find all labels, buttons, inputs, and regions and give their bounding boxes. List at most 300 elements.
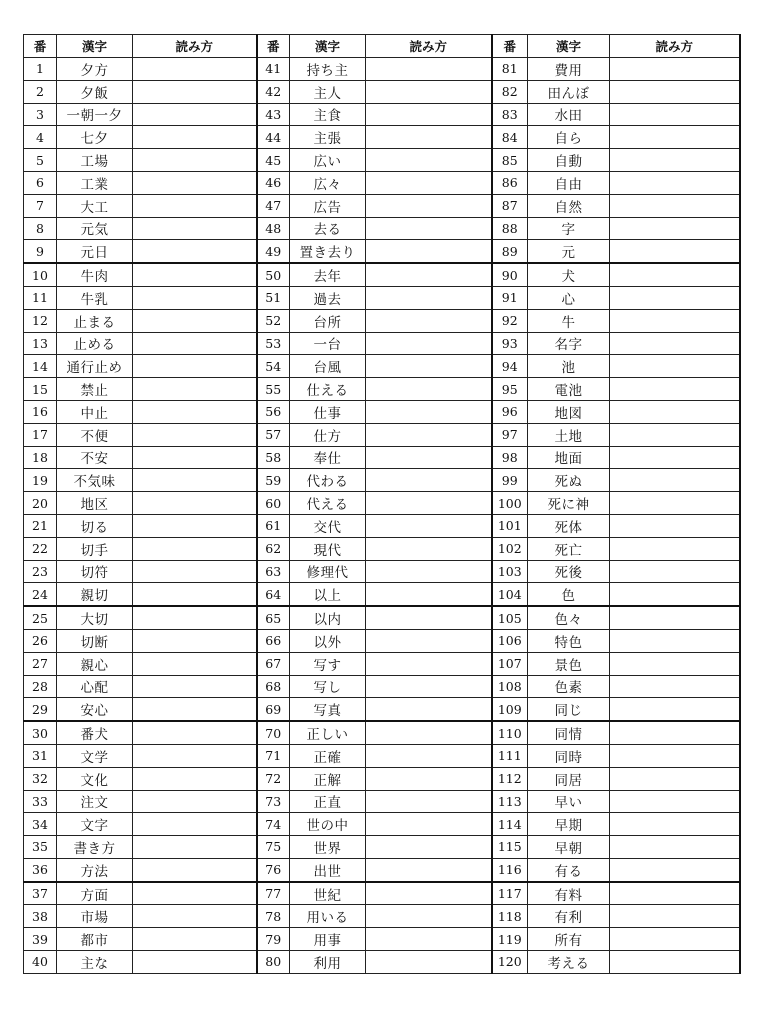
- item-kanji: 地面: [528, 446, 610, 469]
- reading-answer-cell[interactable]: [133, 882, 257, 905]
- item-number: 107: [492, 652, 528, 675]
- reading-answer-cell[interactable]: [610, 194, 740, 217]
- item-kanji: 色素: [528, 675, 610, 698]
- reading-answer-cell[interactable]: [133, 790, 257, 813]
- reading-answer-cell[interactable]: [133, 560, 257, 583]
- item-number: 72: [257, 767, 290, 790]
- reading-answer-cell[interactable]: [366, 836, 492, 859]
- item-number: 70: [257, 721, 290, 744]
- item-kanji: 以内: [290, 606, 366, 629]
- item-number: 100: [492, 492, 528, 515]
- item-kanji: 文化: [57, 767, 133, 790]
- item-kanji: 代わる: [290, 469, 366, 492]
- reading-answer-cell[interactable]: [610, 263, 740, 286]
- item-kanji: 名字: [528, 332, 610, 355]
- reading-answer-cell[interactable]: [133, 606, 257, 629]
- reading-answer-cell[interactable]: [610, 790, 740, 813]
- item-kanji: 持ち主: [290, 58, 366, 81]
- item-kanji: 元日: [57, 240, 133, 263]
- reading-answer-cell[interactable]: [366, 149, 492, 172]
- item-number: 27: [24, 652, 57, 675]
- item-kanji: 利用: [290, 951, 366, 974]
- reading-answer-cell[interactable]: [366, 882, 492, 905]
- reading-answer-cell[interactable]: [610, 698, 740, 721]
- item-number: 93: [492, 332, 528, 355]
- reading-answer-cell[interactable]: [610, 171, 740, 194]
- item-kanji: 一台: [290, 332, 366, 355]
- reading-answer-cell[interactable]: [366, 790, 492, 813]
- kanji-reading-table: [23, 34, 741, 974]
- item-kanji: 同情: [528, 721, 610, 744]
- reading-answer-cell[interactable]: [366, 629, 492, 652]
- item-kanji: 仕方: [290, 423, 366, 446]
- item-kanji: 広告: [290, 194, 366, 217]
- header-reading: 読み方: [366, 35, 492, 58]
- reading-answer-cell[interactable]: [610, 675, 740, 698]
- table-row: [24, 103, 740, 126]
- reading-answer-cell[interactable]: [133, 80, 257, 103]
- item-kanji: 犬: [528, 263, 610, 286]
- table-row: [24, 767, 740, 790]
- reading-answer-cell[interactable]: [133, 905, 257, 928]
- item-kanji: 牛肉: [57, 263, 133, 286]
- item-number: 102: [492, 537, 528, 560]
- table-row: [24, 149, 740, 172]
- item-kanji: 土地: [528, 423, 610, 446]
- reading-answer-cell[interactable]: [610, 400, 740, 423]
- reading-answer-cell[interactable]: [610, 629, 740, 652]
- item-number: 30: [24, 721, 57, 744]
- reading-answer-cell[interactable]: [133, 721, 257, 744]
- reading-answer-cell[interactable]: [610, 537, 740, 560]
- reading-answer-cell[interactable]: [366, 217, 492, 240]
- reading-answer-cell[interactable]: [366, 928, 492, 951]
- item-kanji: 自然: [528, 194, 610, 217]
- reading-answer-cell[interactable]: [610, 583, 740, 606]
- header-number: 番: [492, 35, 528, 58]
- reading-answer-cell[interactable]: [366, 537, 492, 560]
- item-number: 80: [257, 951, 290, 974]
- item-kanji: 大工: [57, 194, 133, 217]
- item-number: 51: [257, 286, 290, 309]
- item-number: 73: [257, 790, 290, 813]
- item-number: 37: [24, 882, 57, 905]
- item-kanji: 有料: [528, 882, 610, 905]
- item-number: 12: [24, 309, 57, 332]
- reading-answer-cell[interactable]: [610, 378, 740, 401]
- item-kanji: 禁止: [57, 378, 133, 401]
- item-kanji: 一朝一夕: [57, 103, 133, 126]
- reading-answer-cell[interactable]: [133, 194, 257, 217]
- item-kanji: 考える: [528, 951, 610, 974]
- reading-answer-cell[interactable]: [610, 103, 740, 126]
- reading-answer-cell[interactable]: [133, 286, 257, 309]
- reading-answer-cell[interactable]: [610, 469, 740, 492]
- reading-answer-cell[interactable]: [610, 423, 740, 446]
- reading-answer-cell[interactable]: [366, 652, 492, 675]
- reading-answer-cell[interactable]: [133, 583, 257, 606]
- reading-answer-cell[interactable]: [366, 675, 492, 698]
- reading-answer-cell[interactable]: [133, 171, 257, 194]
- item-number: 47: [257, 194, 290, 217]
- header-number: 番: [257, 35, 290, 58]
- table-row: [24, 217, 740, 240]
- reading-answer-cell[interactable]: [610, 286, 740, 309]
- reading-answer-cell[interactable]: [133, 240, 257, 263]
- item-kanji: 特色: [528, 629, 610, 652]
- item-number: 53: [257, 332, 290, 355]
- item-kanji: 文字: [57, 813, 133, 836]
- table-row: [24, 263, 740, 286]
- item-kanji: 去年: [290, 263, 366, 286]
- item-kanji: 写す: [290, 652, 366, 675]
- item-kanji: 代える: [290, 492, 366, 515]
- reading-answer-cell[interactable]: [366, 744, 492, 767]
- item-number: 117: [492, 882, 528, 905]
- item-number: 26: [24, 629, 57, 652]
- item-kanji: 正しい: [290, 721, 366, 744]
- table-row: [24, 928, 740, 951]
- reading-answer-cell[interactable]: [610, 951, 740, 974]
- item-number: 69: [257, 698, 290, 721]
- reading-answer-cell[interactable]: [610, 721, 740, 744]
- reading-answer-cell[interactable]: [610, 606, 740, 629]
- reading-answer-cell[interactable]: [366, 80, 492, 103]
- reading-answer-cell[interactable]: [133, 355, 257, 378]
- item-kanji: 同じ: [528, 698, 610, 721]
- item-kanji: 電池: [528, 378, 610, 401]
- table-row: [24, 629, 740, 652]
- item-number: 109: [492, 698, 528, 721]
- reading-answer-cell[interactable]: [366, 721, 492, 744]
- item-kanji: 親切: [57, 583, 133, 606]
- reading-answer-cell[interactable]: [366, 103, 492, 126]
- reading-answer-cell[interactable]: [133, 836, 257, 859]
- reading-answer-cell[interactable]: [366, 355, 492, 378]
- item-number: 108: [492, 675, 528, 698]
- item-kanji: 奉仕: [290, 446, 366, 469]
- reading-answer-cell[interactable]: [133, 58, 257, 81]
- reading-answer-cell[interactable]: [610, 882, 740, 905]
- reading-answer-cell[interactable]: [610, 560, 740, 583]
- reading-answer-cell[interactable]: [610, 446, 740, 469]
- item-kanji: 自由: [528, 171, 610, 194]
- item-kanji: 世紀: [290, 882, 366, 905]
- table-body: [24, 58, 740, 974]
- header-kanji: 漢字: [528, 35, 610, 58]
- header-row: [24, 35, 740, 58]
- reading-answer-cell[interactable]: [366, 171, 492, 194]
- reading-answer-cell[interactable]: [610, 126, 740, 149]
- table-row: [24, 58, 740, 81]
- item-number: 59: [257, 469, 290, 492]
- item-number: 28: [24, 675, 57, 698]
- item-number: 2: [24, 80, 57, 103]
- item-number: 7: [24, 194, 57, 217]
- item-number: 3: [24, 103, 57, 126]
- reading-answer-cell[interactable]: [133, 698, 257, 721]
- item-number: 113: [492, 790, 528, 813]
- reading-answer-cell[interactable]: [366, 606, 492, 629]
- item-kanji: 早朝: [528, 836, 610, 859]
- header-number: 番: [24, 35, 57, 58]
- item-number: 31: [24, 744, 57, 767]
- reading-answer-cell[interactable]: [610, 149, 740, 172]
- reading-answer-cell[interactable]: [610, 240, 740, 263]
- item-kanji: 書き方: [57, 836, 133, 859]
- item-kanji: 親心: [57, 652, 133, 675]
- item-kanji: 過去: [290, 286, 366, 309]
- item-number: 21: [24, 514, 57, 537]
- reading-answer-cell[interactable]: [133, 423, 257, 446]
- reading-answer-cell[interactable]: [366, 332, 492, 355]
- reading-answer-cell[interactable]: [133, 813, 257, 836]
- item-number: 103: [492, 560, 528, 583]
- item-kanji: 不安: [57, 446, 133, 469]
- item-kanji: 夕方: [57, 58, 133, 81]
- item-number: 87: [492, 194, 528, 217]
- reading-answer-cell[interactable]: [133, 217, 257, 240]
- item-number: 88: [492, 217, 528, 240]
- item-kanji: 中止: [57, 400, 133, 423]
- item-number: 97: [492, 423, 528, 446]
- reading-answer-cell[interactable]: [133, 400, 257, 423]
- table-row: [24, 514, 740, 537]
- table-row: [24, 423, 740, 446]
- reading-answer-cell[interactable]: [610, 652, 740, 675]
- item-kanji: 地区: [57, 492, 133, 515]
- item-kanji: 止める: [57, 332, 133, 355]
- item-kanji: 池: [528, 355, 610, 378]
- item-number: 52: [257, 309, 290, 332]
- item-number: 114: [492, 813, 528, 836]
- item-number: 39: [24, 928, 57, 951]
- item-kanji: 切符: [57, 560, 133, 583]
- header-kanji: 漢字: [290, 35, 366, 58]
- item-number: 82: [492, 80, 528, 103]
- header-reading: 読み方: [133, 35, 257, 58]
- item-number: 65: [257, 606, 290, 629]
- reading-answer-cell[interactable]: [366, 514, 492, 537]
- item-number: 46: [257, 171, 290, 194]
- item-number: 99: [492, 469, 528, 492]
- item-kanji: 正解: [290, 767, 366, 790]
- item-kanji: 写真: [290, 698, 366, 721]
- reading-answer-cell[interactable]: [610, 813, 740, 836]
- reading-answer-cell[interactable]: [133, 378, 257, 401]
- item-number: 64: [257, 583, 290, 606]
- item-kanji: 死亡: [528, 537, 610, 560]
- table-row: [24, 80, 740, 103]
- item-number: 13: [24, 332, 57, 355]
- reading-answer-cell[interactable]: [610, 744, 740, 767]
- reading-answer-cell[interactable]: [133, 537, 257, 560]
- item-kanji: 広々: [290, 171, 366, 194]
- reading-answer-cell[interactable]: [366, 767, 492, 790]
- reading-answer-cell[interactable]: [366, 905, 492, 928]
- item-kanji: 止まる: [57, 309, 133, 332]
- item-kanji: 都市: [57, 928, 133, 951]
- item-number: 57: [257, 423, 290, 446]
- reading-answer-cell[interactable]: [610, 858, 740, 881]
- reading-answer-cell[interactable]: [133, 492, 257, 515]
- item-number: 74: [257, 813, 290, 836]
- reading-answer-cell[interactable]: [610, 58, 740, 81]
- reading-answer-cell[interactable]: [366, 951, 492, 974]
- item-number: 9: [24, 240, 57, 263]
- table-row: [24, 332, 740, 355]
- reading-answer-cell[interactable]: [610, 905, 740, 928]
- item-kanji: 交代: [290, 514, 366, 537]
- reading-answer-cell[interactable]: [133, 514, 257, 537]
- reading-answer-cell[interactable]: [366, 698, 492, 721]
- header-reading: 読み方: [610, 35, 740, 58]
- reading-answer-cell[interactable]: [133, 446, 257, 469]
- item-number: 77: [257, 882, 290, 905]
- header-kanji: 漢字: [57, 35, 133, 58]
- reading-answer-cell[interactable]: [610, 767, 740, 790]
- reading-answer-cell[interactable]: [133, 309, 257, 332]
- reading-answer-cell[interactable]: [133, 332, 257, 355]
- table-row: [24, 378, 740, 401]
- table-row: [24, 905, 740, 928]
- item-kanji: 台風: [290, 355, 366, 378]
- item-kanji: 以上: [290, 583, 366, 606]
- item-kanji: 出世: [290, 858, 366, 881]
- item-kanji: 置き去り: [290, 240, 366, 263]
- item-kanji: 早い: [528, 790, 610, 813]
- item-number: 22: [24, 537, 57, 560]
- reading-answer-cell[interactable]: [366, 286, 492, 309]
- item-kanji: 有る: [528, 858, 610, 881]
- item-number: 20: [24, 492, 57, 515]
- table-row: [24, 675, 740, 698]
- item-number: 101: [492, 514, 528, 537]
- item-number: 17: [24, 423, 57, 446]
- item-number: 48: [257, 217, 290, 240]
- reading-answer-cell[interactable]: [133, 928, 257, 951]
- reading-answer-cell[interactable]: [610, 514, 740, 537]
- item-number: 38: [24, 905, 57, 928]
- item-number: 40: [24, 951, 57, 974]
- reading-answer-cell[interactable]: [366, 400, 492, 423]
- table-row: [24, 606, 740, 629]
- reading-answer-cell[interactable]: [133, 469, 257, 492]
- reading-answer-cell[interactable]: [366, 560, 492, 583]
- item-kanji: 番犬: [57, 721, 133, 744]
- table-row: [24, 469, 740, 492]
- item-number: 6: [24, 171, 57, 194]
- item-number: 49: [257, 240, 290, 263]
- item-number: 58: [257, 446, 290, 469]
- reading-answer-cell[interactable]: [133, 126, 257, 149]
- item-number: 111: [492, 744, 528, 767]
- reading-answer-cell[interactable]: [610, 492, 740, 515]
- item-number: 10: [24, 263, 57, 286]
- item-kanji: 仕事: [290, 400, 366, 423]
- reading-answer-cell[interactable]: [133, 652, 257, 675]
- reading-answer-cell[interactable]: [366, 583, 492, 606]
- item-kanji: 死に神: [528, 492, 610, 515]
- item-kanji: 工業: [57, 171, 133, 194]
- item-number: 105: [492, 606, 528, 629]
- item-number: 60: [257, 492, 290, 515]
- item-kanji: 字: [528, 217, 610, 240]
- item-number: 50: [257, 263, 290, 286]
- item-kanji: 自ら: [528, 126, 610, 149]
- reading-answer-cell[interactable]: [133, 263, 257, 286]
- item-kanji: 世の中: [290, 813, 366, 836]
- reading-answer-cell[interactable]: [610, 928, 740, 951]
- item-number: 96: [492, 400, 528, 423]
- reading-answer-cell[interactable]: [366, 423, 492, 446]
- item-number: 19: [24, 469, 57, 492]
- reading-answer-cell[interactable]: [133, 149, 257, 172]
- item-number: 95: [492, 378, 528, 401]
- reading-answer-cell[interactable]: [366, 813, 492, 836]
- reading-answer-cell[interactable]: [610, 332, 740, 355]
- item-number: 43: [257, 103, 290, 126]
- item-number: 4: [24, 126, 57, 149]
- reading-answer-cell[interactable]: [366, 194, 492, 217]
- reading-answer-cell[interactable]: [133, 675, 257, 698]
- table-row: [24, 126, 740, 149]
- reading-answer-cell[interactable]: [133, 629, 257, 652]
- reading-answer-cell[interactable]: [133, 858, 257, 881]
- item-kanji: 工場: [57, 149, 133, 172]
- reading-answer-cell[interactable]: [610, 217, 740, 240]
- item-kanji: 市場: [57, 905, 133, 928]
- reading-answer-cell[interactable]: [366, 126, 492, 149]
- item-kanji: 不気味: [57, 469, 133, 492]
- reading-answer-cell[interactable]: [366, 58, 492, 81]
- reading-answer-cell[interactable]: [133, 951, 257, 974]
- reading-answer-cell[interactable]: [610, 309, 740, 332]
- item-number: 116: [492, 858, 528, 881]
- item-number: 55: [257, 378, 290, 401]
- item-number: 71: [257, 744, 290, 767]
- item-number: 98: [492, 446, 528, 469]
- reading-answer-cell[interactable]: [366, 309, 492, 332]
- item-kanji: 広い: [290, 149, 366, 172]
- item-kanji: 修理代: [290, 560, 366, 583]
- reading-answer-cell[interactable]: [366, 378, 492, 401]
- reading-answer-cell[interactable]: [366, 492, 492, 515]
- item-kanji: 用事: [290, 928, 366, 951]
- reading-answer-cell[interactable]: [366, 240, 492, 263]
- item-kanji: 牛乳: [57, 286, 133, 309]
- reading-answer-cell[interactable]: [610, 355, 740, 378]
- reading-answer-cell[interactable]: [133, 744, 257, 767]
- table-row: [24, 492, 740, 515]
- item-kanji: 同居: [528, 767, 610, 790]
- reading-answer-cell[interactable]: [133, 103, 257, 126]
- item-number: 120: [492, 951, 528, 974]
- table-row: [24, 744, 740, 767]
- reading-answer-cell[interactable]: [366, 446, 492, 469]
- reading-answer-cell[interactable]: [610, 80, 740, 103]
- reading-answer-cell[interactable]: [366, 858, 492, 881]
- reading-answer-cell[interactable]: [366, 469, 492, 492]
- item-number: 94: [492, 355, 528, 378]
- item-kanji: 切手: [57, 537, 133, 560]
- item-number: 104: [492, 583, 528, 606]
- reading-answer-cell[interactable]: [366, 263, 492, 286]
- item-number: 83: [492, 103, 528, 126]
- item-number: 25: [24, 606, 57, 629]
- reading-answer-cell[interactable]: [133, 767, 257, 790]
- reading-answer-cell[interactable]: [610, 836, 740, 859]
